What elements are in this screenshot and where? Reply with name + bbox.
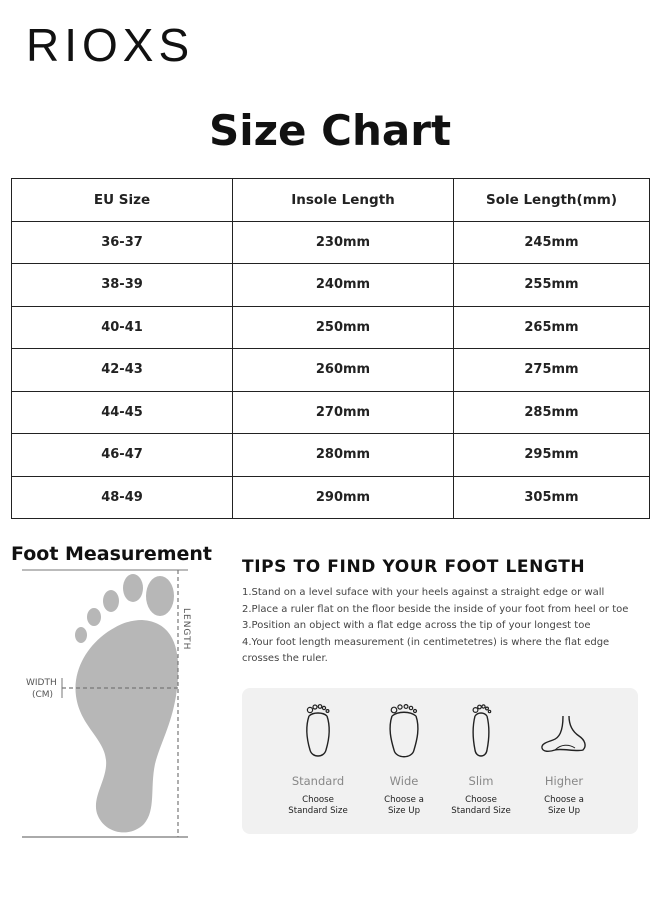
header-sole-length: Sole Length(mm) [454,179,650,222]
cell-sole-length: 245mm [454,221,650,264]
toe-5-icon [75,627,87,643]
foot-type-advice [524,795,604,817]
foot-type-name: Higher [544,774,584,788]
cell-sole-length: 295mm [454,434,650,477]
page-title: Size Chart [208,106,452,155]
cell-eu-size: 38-39 [12,264,233,307]
tip-item: 1.Stand on a level suface with your heels against a straight edge or wall [242,587,605,598]
tip-item: 2.Place a ruler flat on the floor beside the inside of your foot from heel or toe [242,603,629,615]
cell-insole-length: 260mm [233,349,454,392]
tips-list [242,585,642,668]
cell-sole-length: 285mm [454,391,650,434]
cell-eu-size: 36-37 [12,221,233,264]
standard-foot-icon [293,702,343,764]
cell-eu-size: 46-47 [12,434,233,477]
tip-item: 4.Your foot length measurement (in centimetetres) is where the flat edge crosses the ruler. [242,636,610,664]
foot-types-panel [242,688,638,834]
toe-2-icon [123,574,143,602]
toe-4-icon [87,608,101,626]
slim-foot-icon [456,702,506,764]
table-row [12,391,650,434]
cell-eu-size: 44-45 [12,391,233,434]
advice-line: Size Up [387,806,421,816]
table-row [12,264,650,307]
cell-sole-length: 305mm [454,476,650,519]
size-table [11,178,650,519]
cell-insole-length: 270mm [233,391,454,434]
tips-title: TIPS TO FIND YOUR FOOT LENGTH [242,557,586,577]
foot-type-name: Slim [468,774,494,788]
cell-sole-length: 265mm [454,306,650,349]
foot-measurement-diagram [10,566,210,846]
brand-logo: RIOXS [26,19,195,71]
table-row [12,434,650,477]
advice-line: Choose [302,795,334,805]
foot-type-name: Standard [291,774,345,788]
cell-sole-length: 255mm [454,264,650,307]
foot-type-advice [441,795,521,817]
tip-item: 3.Position an object with a flat edge across the tip of your longest toe [242,620,591,631]
cell-insole-length: 290mm [233,476,454,519]
table-row [12,349,650,392]
table-row [12,306,650,349]
cell-sole-length: 275mm [454,349,650,392]
header-insole-length: Insole Length [233,179,454,222]
toe-3-icon [103,590,119,612]
header-eu-size: EU Size [12,179,233,222]
sole-shape-icon [75,620,178,832]
high-arch-foot-icon [539,702,589,764]
foot-type-advice [364,795,444,817]
cell-insole-length: 240mm [233,264,454,307]
big-toe-icon [146,576,174,616]
table-header-row [12,179,650,222]
advice-line: Standard Size [288,806,348,816]
cell-insole-length: 280mm [233,434,454,477]
width-label: WIDTH [26,678,57,688]
advice-line: Standard Size [451,806,511,816]
advice-line: Choose a [544,795,584,805]
table-row [12,476,650,519]
table-row [12,221,650,264]
foot-type-advice [278,795,358,817]
advice-line: Size Up [547,806,581,816]
cell-eu-size: 48-49 [12,476,233,519]
advice-line: Choose a [384,795,424,805]
cell-insole-length: 250mm [233,306,454,349]
advice-line: Choose [465,795,497,805]
cell-eu-size: 40-41 [12,306,233,349]
width-unit-label: (CM) [32,690,54,700]
cell-eu-size: 42-43 [12,349,233,392]
cell-insole-length: 230mm [233,221,454,264]
length-label: LENGTH [181,608,191,651]
foot-measurement-title: Foot Measurement [11,543,213,565]
wide-foot-icon [379,702,429,764]
foot-type-name: Wide [389,774,419,788]
